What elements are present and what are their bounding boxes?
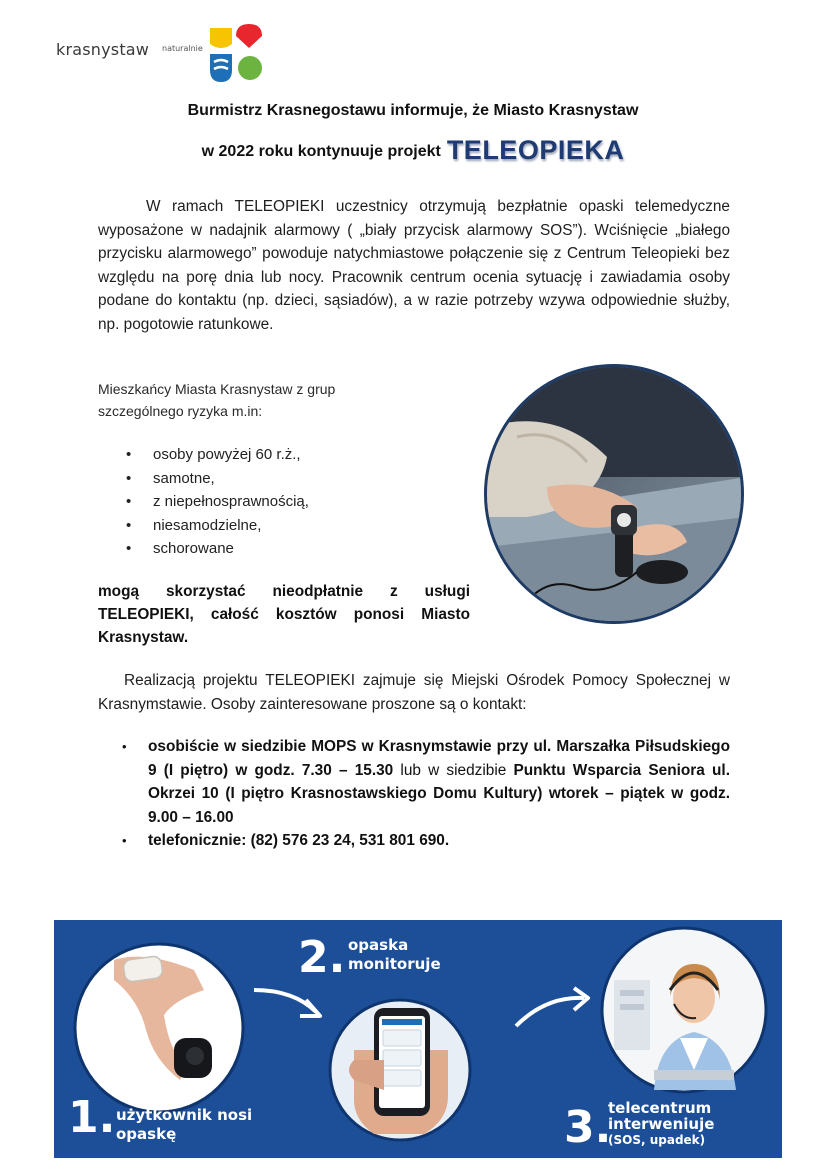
list-item [122, 735, 730, 829]
residents-intro [98, 378, 428, 422]
residents-intro-line-1: Mieszkańcy Miasta Krasnystaw z grup [98, 381, 336, 397]
step-3-line-2: interweniuje [608, 1115, 715, 1133]
wristband-photo [484, 364, 744, 624]
list-item: • niesamodzielne, [126, 514, 309, 538]
step-3-line-1: telecentrum [608, 1099, 712, 1117]
step-2-number: 2. [298, 932, 346, 983]
contact-list [122, 735, 730, 853]
list-item: • z niepełnosprawnością, [126, 490, 309, 514]
in-person-connector: lub w siedzibie [393, 761, 514, 779]
headline-line-2 [0, 135, 826, 166]
in-person-main: osobiście w siedzibie MOPS w Krasnymstawie przy ul. Marszałka Piłsudskiego 9 (I piętro) w godz. 7.30 – 15.30 [148, 738, 730, 779]
project-brand-title: TELEOPIEKA [446, 135, 625, 165]
step-1-line-2: opaskę [116, 1125, 177, 1143]
risk-groups-list [126, 443, 309, 561]
residents-intro-line-2: szczególnego ryzyka m.in: [98, 403, 263, 419]
contact-intro: Realizacją projektu TELEOPIEKI zajmuje się Miejski Ośrodek Pomocy Społecznej w Krasnymstawie. Osoby zainteresowane proszone są o kontakt: [98, 672, 730, 713]
phone-contact: telefonicznie: (82) 576 23 24, 531 801 690. [148, 832, 450, 850]
step-3-number: 3. [564, 1102, 612, 1153]
headline-prefix: w 2022 roku kontynuuje projekt [201, 143, 441, 160]
program-description: W ramach TELEOPIEKI uczestnicy otrzymują bezpłatnie opaski telemedyczne wyposażone w nadajnik alarmowy ( „biały przycisk alarmowy SOS”). Wciśnięcie „białego przycisku alarmowego” powoduje natychmiastowe połączenie się z Centrum Teleopieki bez względu na porę dnia lub nocy. Pracownik centrum ocenia sytuację i zawiadamia osoby podane do kontaktu (np. dzieci, sąsiadów), a w razie potrzeby wzywa odpowiednie służby, np. pogotowie ratunkowe. [98, 198, 730, 333]
step-1-line-1: użytkownik nosi [116, 1106, 253, 1124]
in-person-senior-point: Punktu Wsparcia Seniora ul. Okrzei 10 (I piętro Krasnostawskiego Domu Kultury) wtorek – piątek w godz. 9.00 – 16.00 [148, 761, 730, 826]
free-service-notice: mogą skorzystać nieodpłatnie z usługi TELEOPIEKI, całość kosztów ponosi Miasto Krasnystaw. [98, 583, 470, 646]
step-2-line-1: opaska [348, 936, 409, 954]
krasnystaw-logo [56, 22, 276, 84]
step-3-line-3: (SOS, upadek) [608, 1133, 706, 1147]
list-item: • schorowane [126, 537, 309, 561]
step-1-number: 1. [68, 1092, 116, 1143]
wristband-strap [123, 955, 164, 982]
wristband-photo-illustration [487, 367, 744, 624]
step-3-label [608, 1100, 714, 1148]
step-1-label [116, 1106, 252, 1144]
headline-line-1: Burmistrz Krasnegostawu informuje, że Miasto Krasnystaw [187, 102, 639, 119]
step-2-label [348, 936, 441, 974]
city-emblem-icon [206, 22, 266, 84]
step-2-line-2: monitoruje [348, 955, 441, 973]
list-item: • samotne, [126, 467, 309, 491]
list-item [122, 829, 730, 853]
how-it-works-banner [54, 920, 782, 1158]
arrow-icon [516, 998, 584, 1026]
logo-wordmark: krasnystaw [56, 40, 150, 59]
logo-tagline: naturalnie [162, 44, 203, 53]
list-item: • osoby powyżej 60 r.ż., [126, 443, 309, 467]
